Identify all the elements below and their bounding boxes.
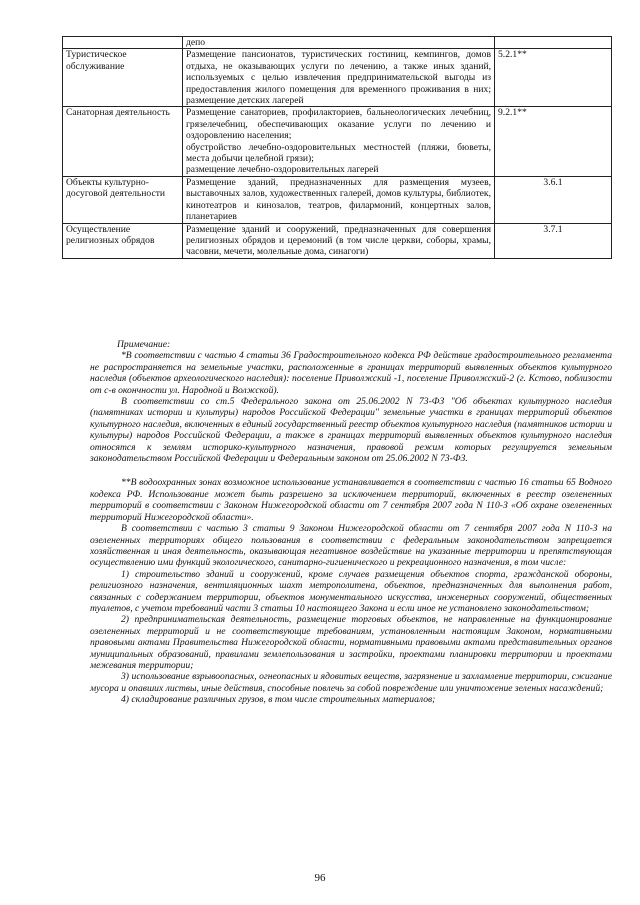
description-line: Размещение зданий, предназначенных для размещения музеев, выставочных залов, художественных галерей, домов культуры, библиотек, кинотеатров и кинозалов, театров, филармоний, концертных залов, планетариев xyxy=(186,176,491,223)
description-line: размещение лечебно-оздоровительных лагерей xyxy=(186,164,379,176)
land-use-table-body xyxy=(63,37,612,259)
use-type-code: 3.6.1 xyxy=(495,176,612,223)
use-type-description xyxy=(183,49,495,107)
description-line: обустройство лечебно-оздоровительных местностей (пляжи, бюветы, места добычи целебной грязи); xyxy=(186,141,491,165)
use-type-name: Осуществление религиозных обрядов xyxy=(63,223,183,258)
page-number: 96 xyxy=(314,872,326,884)
notes-section xyxy=(90,339,612,706)
notes-title: Примечание: xyxy=(117,339,171,350)
note-paragraph: **В водоохранных зонах возможное использование устанавливается в соответствии с частью 16 статьи 65 Водного кодекса РФ. Использование может быть разрешено за исключением территорий, включенных в реестр озелененных территорий в соответствии с Законом Нижегородской области от 7 сентября 2007 года N 110-З «Об охране озелененных территорий Нижегородской области». xyxy=(90,477,612,523)
land-use-table xyxy=(62,36,612,259)
use-type-name: Туристическое обслуживание xyxy=(63,49,183,107)
table-row xyxy=(63,49,612,107)
use-type-description xyxy=(183,107,495,176)
use-type-name xyxy=(63,37,183,49)
description-line: депо xyxy=(186,37,206,48)
use-type-description xyxy=(183,223,495,258)
notes-body xyxy=(90,350,612,705)
table-row xyxy=(63,176,612,223)
note-paragraph: 2) предпринимательская деятельность, размещение торговых объектов, не направленные на функционирование озелененных территорий и не соответствующие требованиям, установленным настоящим Законом, нормативными правовыми актами Правительства Нижегородской области, нормативными правовыми актами представительных органов муниципальных образований, правилами землепользования и застройки, проектами планировки территории и проектами межевания территории; xyxy=(90,614,612,671)
use-type-description xyxy=(183,37,495,49)
note-paragraph: 3) использование взрывоопасных, огнеопасных и ядовитых веществ, загрязнение и захламление территории, сжигание мусора и опавших листвы, иные действия, способные повлечь за собой повреждение или уничтожение зеленых насаждений; xyxy=(90,671,612,694)
note-paragraph: 4) складирование различных грузов, в том числе строительных материалов; xyxy=(121,694,436,706)
table-row xyxy=(63,107,612,176)
use-type-code: 9.2.1** xyxy=(495,107,612,176)
use-type-code xyxy=(495,37,612,49)
use-type-description xyxy=(183,176,495,223)
note-paragraph: *В соответствии с частью 4 статьи 36 Градостроительного кодекса РФ действие градостроительного регламента не распространяется на земельные участки, расположенные в границах территорий выявленных объектов культурного наследия (объектов археологического наследия): поселение Приволжский -1, поселение Приволжский-2 (г. Кстово, поблизости от с-в окончности ул. Народной и Волжской). xyxy=(90,350,612,396)
table-row xyxy=(63,223,612,258)
use-type-name: Санаторная деятельность xyxy=(63,107,183,176)
note-paragraph: В соответствии со ст.5 Федерального закона от 25.06.2002 N 73-ФЗ "Об объектах культурного наследия (памятниках истории и культуры) народов Российской Федерации" земельные участки в границах территорий объектов культурного наследия, включенных в единый государственный реестр объектов культурного наследия (памятников истории и культуры) народов Российской Федерации, а также в границах территорий выявленных объектов культурного наследия относятся к землям историко-культурного назначения, правовой режим которых регулируется земельным законодательством Российской Федерации и Федеральным законом от 25.06.2002 N 73-ФЗ. xyxy=(90,396,612,465)
use-type-name: Объекты культурно-досуговой деятельности xyxy=(63,176,183,223)
note-paragraph: 1) строительство зданий и сооружений, кроме случаев размещения объектов спорта, гражданской обороны, религиозного назначения, вентиляционных шахт метрополитена, объектов, предназначенных для выполнения работ, связанных с содержанием территории, объектов монументального искусства, инженерных сооружений, общественных туалетов, с учетом требований части 3 статьи 10 настоящего Закона и если иное не установлено законодательством; xyxy=(90,568,612,614)
description-line: Размещение пансионатов, туристических гостиниц, кемпингов, домов отдыха, не оказывающих услуги по лечению, а также иных зданий, используемых с целью извлечения предпринимательской выгоды из предоставления жилого помещения для временного проживания в них; размещение детских лагерей xyxy=(186,49,491,107)
note-paragraph: В соответствии с частью 3 статьи 9 Законом Нижегородской области от 7 сентября 2007 года N 110-З на озелененных территориях общего пользования в соответствии с федеральным законодательством запрещается хозяйственная и иная деятельность, оказывающая негативное воздействие на указанные территории и препятствующая осуществлению ими функций экологического, санитарно-гигиенического и рекреационного назначения, в том числе: xyxy=(90,523,612,569)
use-type-code: 3.7.1 xyxy=(495,223,612,258)
table-row xyxy=(63,37,612,49)
description-line: Размещение санаториев, профилакториев, бальнеологических лечебниц, грязелечебниц, обеспечивающих оказание услуги по лечению и оздоровлению населения; xyxy=(186,107,491,142)
use-type-code: 5.2.1** xyxy=(495,49,612,107)
description-line: Размещение зданий и сооружений, предназначенных для совершения религиозных обрядов и церемоний (в том числе церкви, соборы, храмы, часовни, мечети, молельные дома, синагоги) xyxy=(186,223,491,258)
